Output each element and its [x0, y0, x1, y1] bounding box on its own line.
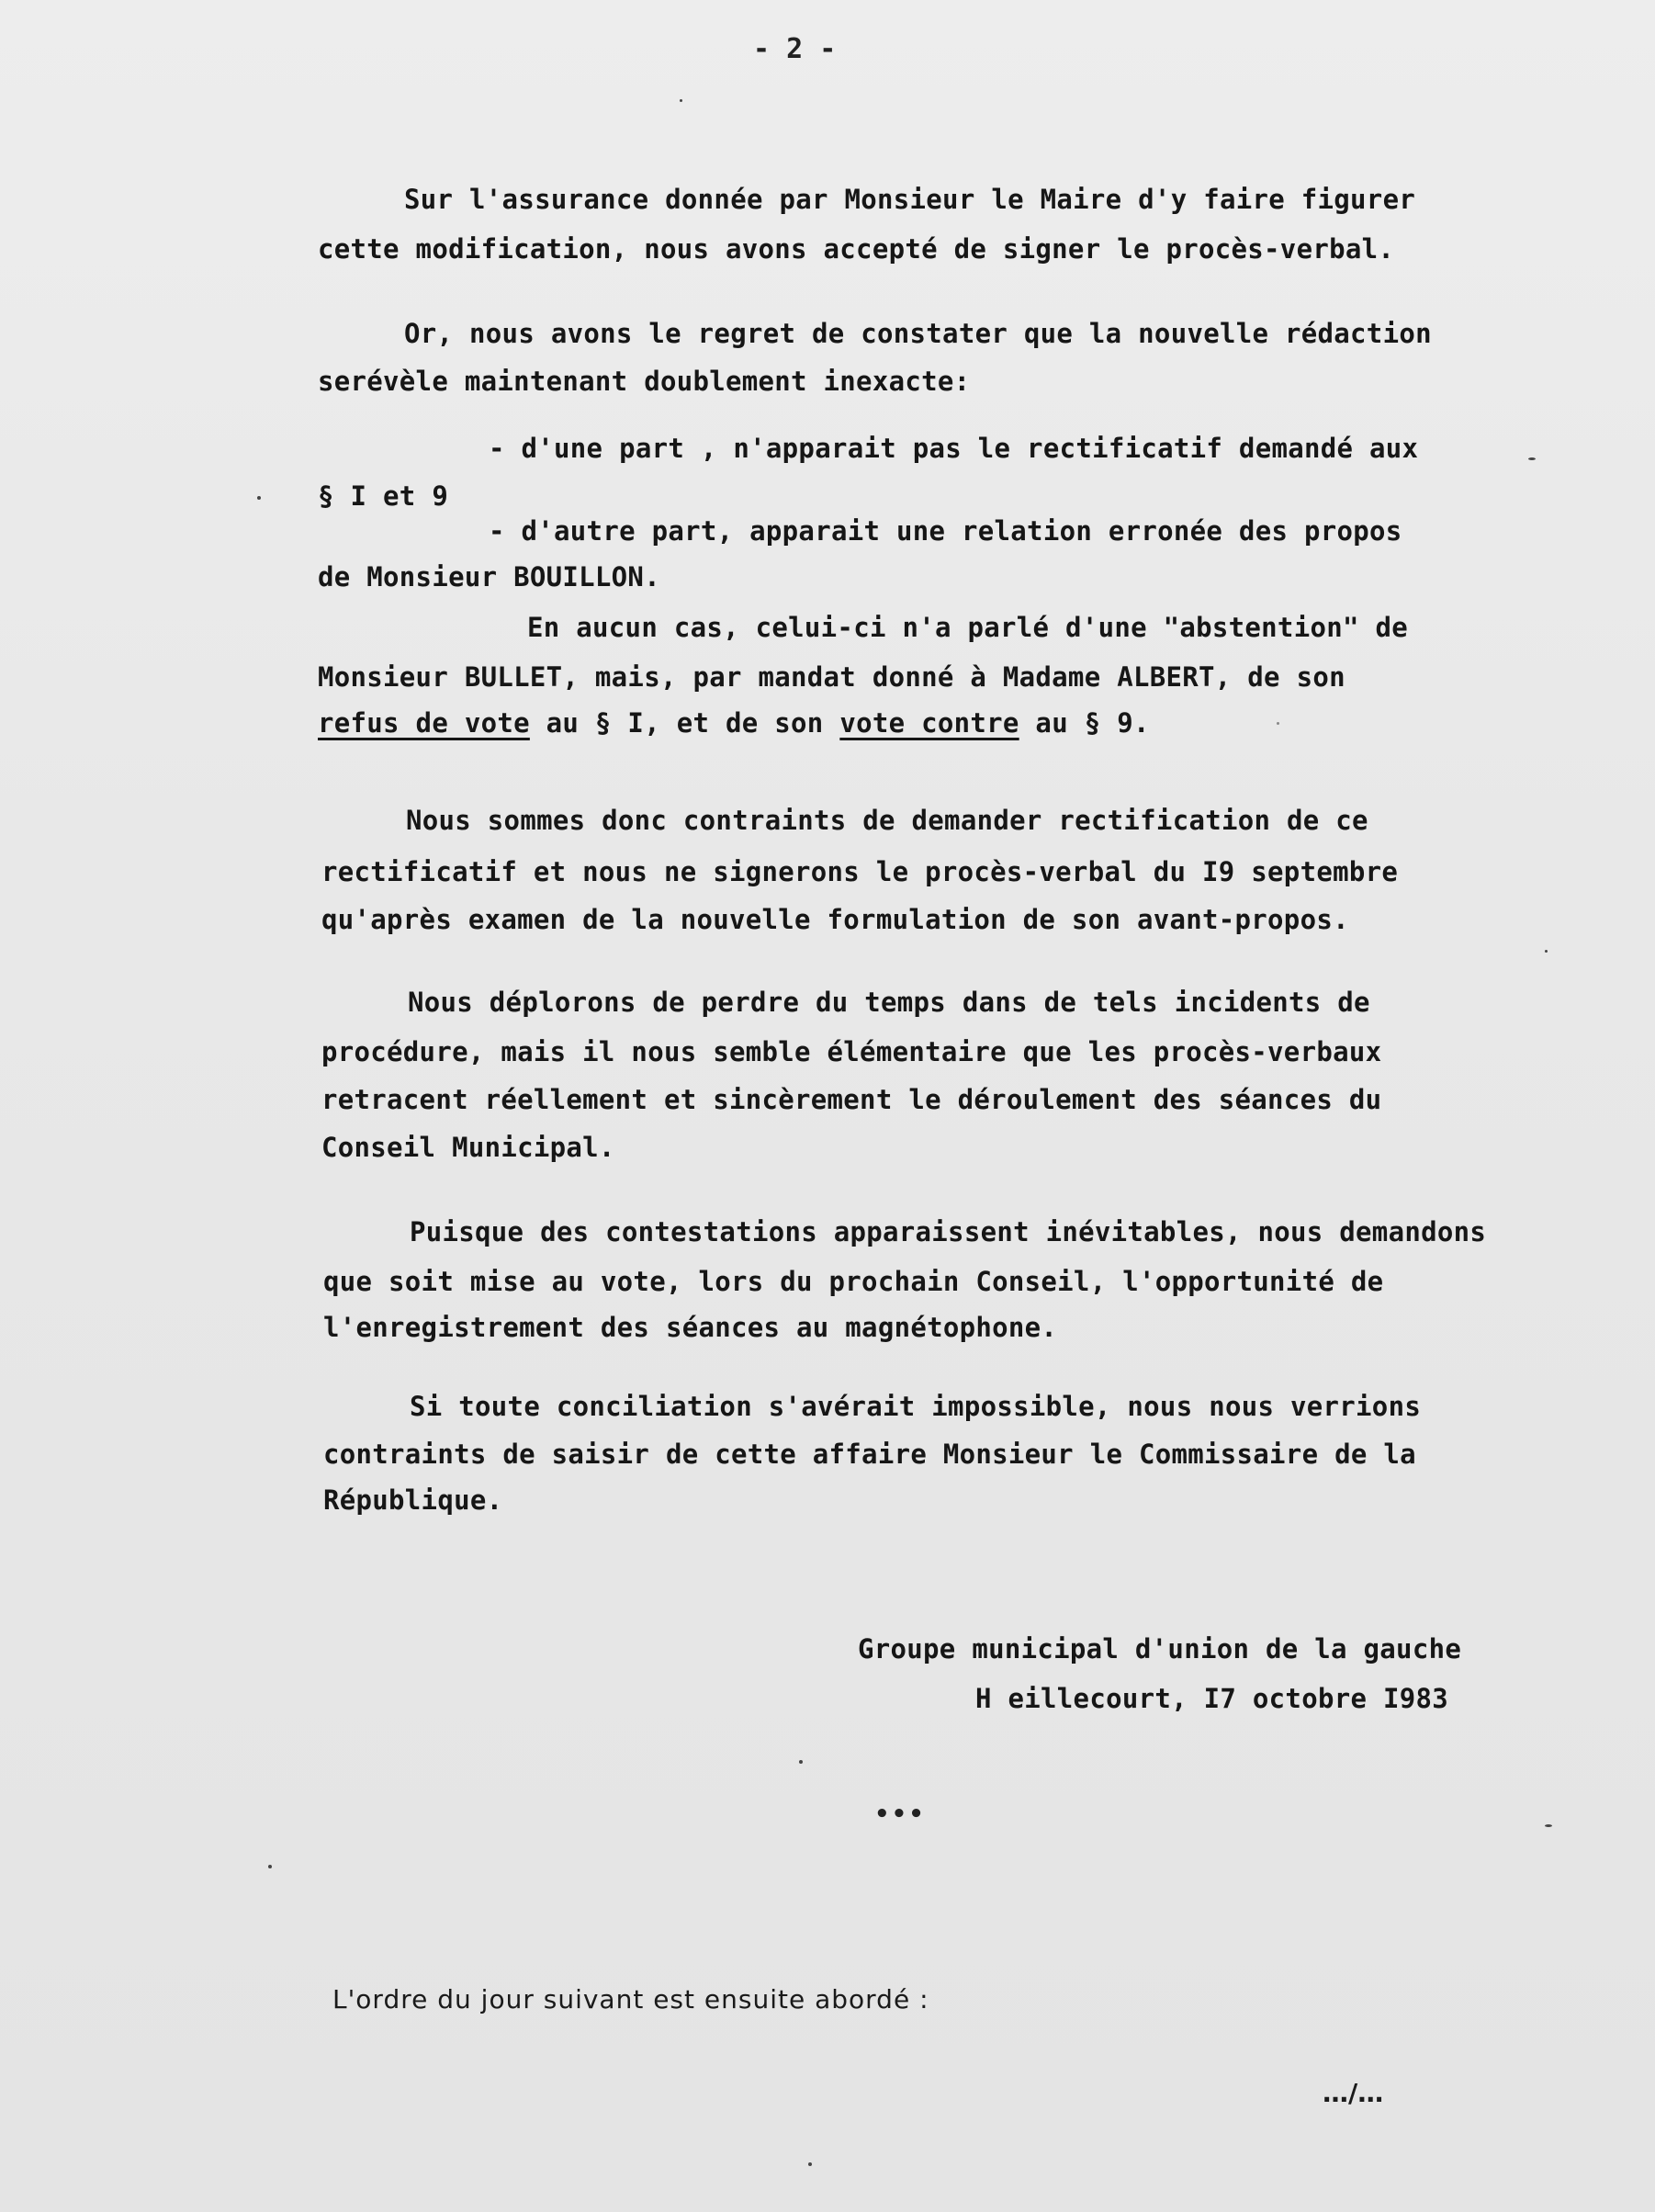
paragraph-5-line-1: Nous déplorons de perdre du temps dans de tels incidents de	[408, 987, 1370, 1018]
scan-speck	[808, 2162, 812, 2166]
signature-place-date: H eillecourt, I7 octobre I983	[975, 1683, 1449, 1714]
paragraph-3-line-2: Monsieur BULLET, mais, par mandat donné à Madame ALBERT, de son	[318, 661, 1345, 693]
scan-speck	[257, 496, 261, 500]
scan-speck	[268, 1865, 272, 1868]
list-item-1-line-1: - d'une part , n'apparait pas le rectificatif demandé aux	[489, 433, 1419, 464]
paragraph-7-line-2: contraints de saisir de cette affaire Monsieur le Commissaire de la	[323, 1439, 1416, 1470]
scan-speck	[680, 99, 682, 102]
paragraph-3-line-1: En aucun cas, celui-ci n'a parlé d'une "abstention" de	[527, 612, 1409, 643]
list-item-1-line-2: § I et 9	[318, 480, 449, 512]
paragraph-6-line-2: que soit mise au vote, lors du prochain Conseil, l'opportunité de	[323, 1266, 1384, 1297]
text-segment: au § 9.	[1019, 707, 1150, 739]
text-segment: au § I, et de son	[529, 707, 840, 739]
paragraph-5-line-3: retracent réellement et sincèrement le déroulement des séances du	[321, 1084, 1382, 1115]
scan-speck	[799, 1760, 803, 1764]
scan-speck	[1528, 457, 1536, 460]
scan-speck	[1545, 1824, 1552, 1827]
scan-speck	[1277, 722, 1279, 725]
scan-speck	[1545, 950, 1548, 953]
paragraph-4-line-2: rectificatif et nous ne signerons le procès-verbal du I9 septembre	[321, 856, 1399, 887]
signature-group: Groupe municipal d'union de la gauche	[858, 1633, 1462, 1665]
list-item-2-line-2: de Monsieur BOUILLON.	[318, 561, 660, 592]
paragraph-2-line-2: serévèle maintenant doublement inexacte:	[318, 366, 971, 397]
paragraph-6-line-1: Puisque des contestations apparaissent inévitables, nous demandons	[410, 1216, 1487, 1247]
underlined-vote-contre: vote contre	[839, 707, 1019, 739]
paragraph-7-line-1: Si toute conciliation s'avérait impossible, nous nous verrions	[410, 1391, 1422, 1422]
page-number: - 2 -	[753, 33, 837, 65]
list-item-2-line-1: - d'autre part, apparait une relation erronée des propos	[489, 515, 1402, 547]
paragraph-4-line-1: Nous sommes donc contraints de demander rectification de ce	[406, 805, 1368, 836]
paragraph-4-line-3: qu'après examen de la nouvelle formulation de son avant-propos.	[321, 904, 1349, 935]
paragraph-7-line-3: République.	[323, 1484, 503, 1516]
paragraph-6-line-3: l'enregistrement des séances au magnétophone.	[323, 1312, 1058, 1343]
paragraph-2-line-1: Or, nous avons le regret de constater que la nouvelle rédaction	[404, 318, 1432, 349]
underlined-refus-de-vote: refus de vote	[318, 707, 530, 739]
paragraph-3-line-3	[318, 700, 1150, 747]
paragraph-1-line-2: cette modification, nous avons accepté de signer le procès-verbal.	[318, 233, 1395, 265]
continuation-mark: …/…	[1323, 2078, 1384, 2108]
paragraph-5-line-4: Conseil Municipal.	[321, 1132, 615, 1163]
agenda-intro: L'ordre du jour suivant est ensuite abordé :	[332, 1984, 929, 2014]
paragraph-1-line-1: Sur l'assurance donnée par Monsieur le Maire d'y faire figurer	[404, 184, 1416, 215]
paragraph-5-line-2: procédure, mais il nous semble élémentaire que les procès-verbaux	[321, 1036, 1382, 1067]
section-separator: •••	[874, 1800, 926, 1828]
